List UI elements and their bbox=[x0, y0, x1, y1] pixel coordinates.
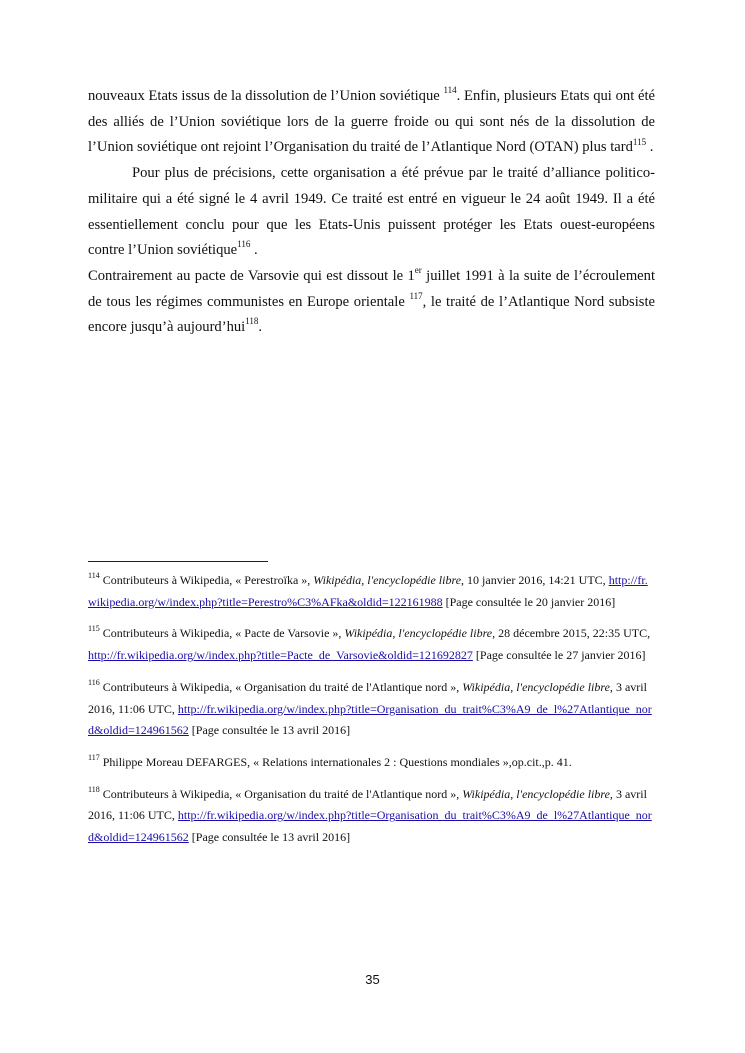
paragraph-1 bbox=[88, 84, 655, 161]
paragraph-text: Pour plus de précisions, cette organisation a été prévue par le traité d’alliance politico-militaire qui a été signé le 4 avril 1949. Ce traité est entré en vigueur le 24 août 1949. Il a été essentiellement conclu pour que les Etats-Unis puissent protéger les Etats ouest-européens contre l’Union soviétique bbox=[88, 165, 655, 259]
footnote-118 bbox=[88, 784, 655, 849]
paragraph-text: Contrairement au pacte de Varsovie qui est dissout le 1 bbox=[88, 267, 415, 284]
footnote-ref-117[interactable]: 117 bbox=[409, 290, 423, 301]
footnote-source: Wikipédia, l'encyclopédie libre, bbox=[462, 786, 613, 801]
footnote-source: Wikipédia, l'encyclopédie libre, bbox=[313, 573, 465, 587]
footnote-text: Philippe Moreau DEFARGES, « Relations internationales 2 : Questions mondiales »,op.cit.,p. 41. bbox=[99, 754, 572, 769]
footnote-text: 3 avril 2016, 11:06 UTC, bbox=[88, 679, 647, 716]
paragraph-text: . bbox=[250, 242, 258, 259]
footnote-text: [Page consultée le 20 janvier 2016] bbox=[442, 594, 616, 609]
footnote-115 bbox=[88, 623, 655, 666]
footnote-source: Wikipédia, l'encyclopédie libre, bbox=[344, 626, 496, 641]
footnote-116 bbox=[88, 677, 655, 742]
footnote-text: Contributeurs à Wikipedia, « Pacte de Varsovie », bbox=[99, 626, 345, 641]
footnote-separator bbox=[88, 561, 268, 562]
footnote-link[interactable]: http://fr.wikipedia.org/w/index.php?title=Perestro%C3%AFka&oldid=122161988 bbox=[88, 573, 648, 609]
footnote-ref-118[interactable]: 118 bbox=[245, 316, 259, 327]
footnote-117 bbox=[88, 752, 655, 774]
page-number: 35 bbox=[365, 972, 380, 987]
paragraph-text: . bbox=[258, 319, 263, 336]
ordinal-suffix: er bbox=[414, 265, 422, 276]
footnote-number: 116 bbox=[88, 677, 100, 687]
footnote-link[interactable]: http://fr.wikipedia.org/w/index.php?title=Organisation_du_trait%C3%A9_de_l%27Atlantique_nord&oldid=124961562 bbox=[88, 701, 652, 738]
footnote-text: [Page consultée le 27 janvier 2016] bbox=[472, 648, 646, 663]
footnote-text: Contributeurs à Wikipedia, « Organisation du traité de l'Atlantique nord », bbox=[99, 679, 463, 694]
footnote-number: 118 bbox=[88, 784, 100, 794]
footnote-text: 10 janvier 2016, 14:21 UTC, bbox=[464, 573, 609, 587]
footnote-number: 117 bbox=[88, 752, 100, 762]
paragraph-text: . bbox=[646, 139, 654, 156]
footnote-text: Contributeurs à Wikipedia, « Organisation du traité de l'Atlantique nord », bbox=[99, 786, 463, 801]
footnote-text: 3 avril 2016, 11:06 UTC, bbox=[88, 786, 647, 823]
paragraph-text: , le traité de l’Atlantique Nord subsiste encore jusqu’à aujourd’hui bbox=[88, 293, 655, 336]
paragraph-3 bbox=[88, 264, 655, 341]
paragraph-text: . Enfin, plusieurs Etats qui ont été des alliés de l’Union soviétique lors de la guerre froide ou qui sont nés de la dissolution de l’Union soviétique ont rejoint l’Organisation du traité de l’Atlantique Nord (OTAN) plus tard bbox=[88, 88, 655, 156]
footnote-link[interactable]: http://fr.wikipedia.org/w/index.php?title=Organisation_du_trait%C3%A9_de_l%27Atlantique_nord&oldid=124961562 bbox=[88, 808, 652, 845]
body-text bbox=[88, 84, 655, 341]
footnote-link[interactable]: http://fr.wikipedia.org/w/index.php?title=Pacte_de_Varsovie&oldid=121692827 bbox=[88, 648, 473, 663]
paragraph-2 bbox=[88, 161, 655, 264]
footnote-text: [Page consultée le 13 avril 2016] bbox=[188, 830, 351, 845]
footnote-ref-116[interactable]: 116 bbox=[237, 239, 251, 250]
footnote-text: 28 décembre 2015, 22:35 UTC, bbox=[495, 626, 651, 641]
footnotes bbox=[88, 570, 655, 859]
paragraph-text: nouveaux Etats issus de la dissolution de l’Union soviétique bbox=[88, 88, 444, 104]
footnote-text: [Page consultée le 13 avril 2016] bbox=[188, 723, 351, 738]
footnote-ref-114[interactable]: 114 bbox=[443, 85, 457, 96]
footnote-ref-115[interactable]: 115 bbox=[632, 136, 647, 147]
footnote-114 bbox=[88, 570, 655, 613]
footnote-number: 114 bbox=[88, 571, 100, 580]
footnote-source: Wikipédia, l'encyclopédie libre, bbox=[462, 679, 613, 694]
footnote-number: 115 bbox=[88, 624, 100, 634]
footnote-text: Contributeurs à Wikipedia, « Perestroïka », bbox=[99, 573, 314, 587]
paragraph-text: juillet 1991 à la suite de l’écroulement de tous les régimes communistes en Europe orientale bbox=[88, 267, 655, 310]
